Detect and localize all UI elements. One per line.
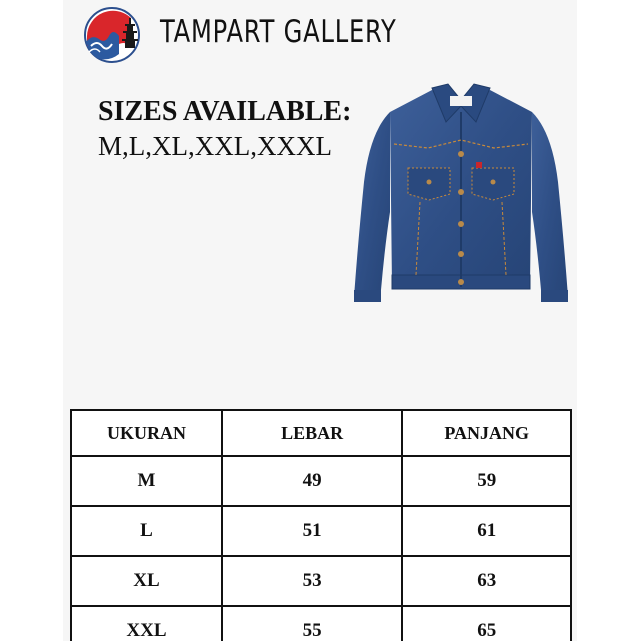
length-cell: 63	[402, 556, 571, 606]
header-lebar: LEBAR	[222, 410, 403, 456]
length-cell: 59	[402, 456, 571, 506]
table-row	[71, 556, 571, 606]
brand-logo-icon	[83, 6, 143, 64]
size-cell: M	[71, 456, 222, 506]
sizes-available-heading: SIZES AVAILABLE:	[98, 96, 352, 127]
length-cell: 65	[402, 606, 571, 641]
table-row	[71, 506, 571, 556]
header-ukuran: UKURAN	[71, 410, 222, 456]
size-cell: XL	[71, 556, 222, 606]
brand-name: TAMPART GALLERY	[160, 14, 397, 50]
width-cell: 55	[222, 606, 403, 641]
table-row	[71, 606, 571, 641]
table-row	[71, 456, 571, 506]
size-chart-table	[70, 409, 572, 641]
header-panjang: PANJANG	[402, 410, 571, 456]
denim-jacket-image	[350, 82, 572, 310]
width-cell: 53	[222, 556, 403, 606]
length-cell: 61	[402, 506, 571, 556]
size-cell: L	[71, 506, 222, 556]
width-cell: 49	[222, 456, 403, 506]
sizes-available-list: M,L,XL,XXL,XXXL	[98, 131, 332, 161]
size-cell: XXL	[71, 606, 222, 641]
width-cell: 51	[222, 506, 403, 556]
table-header-row	[71, 410, 571, 456]
